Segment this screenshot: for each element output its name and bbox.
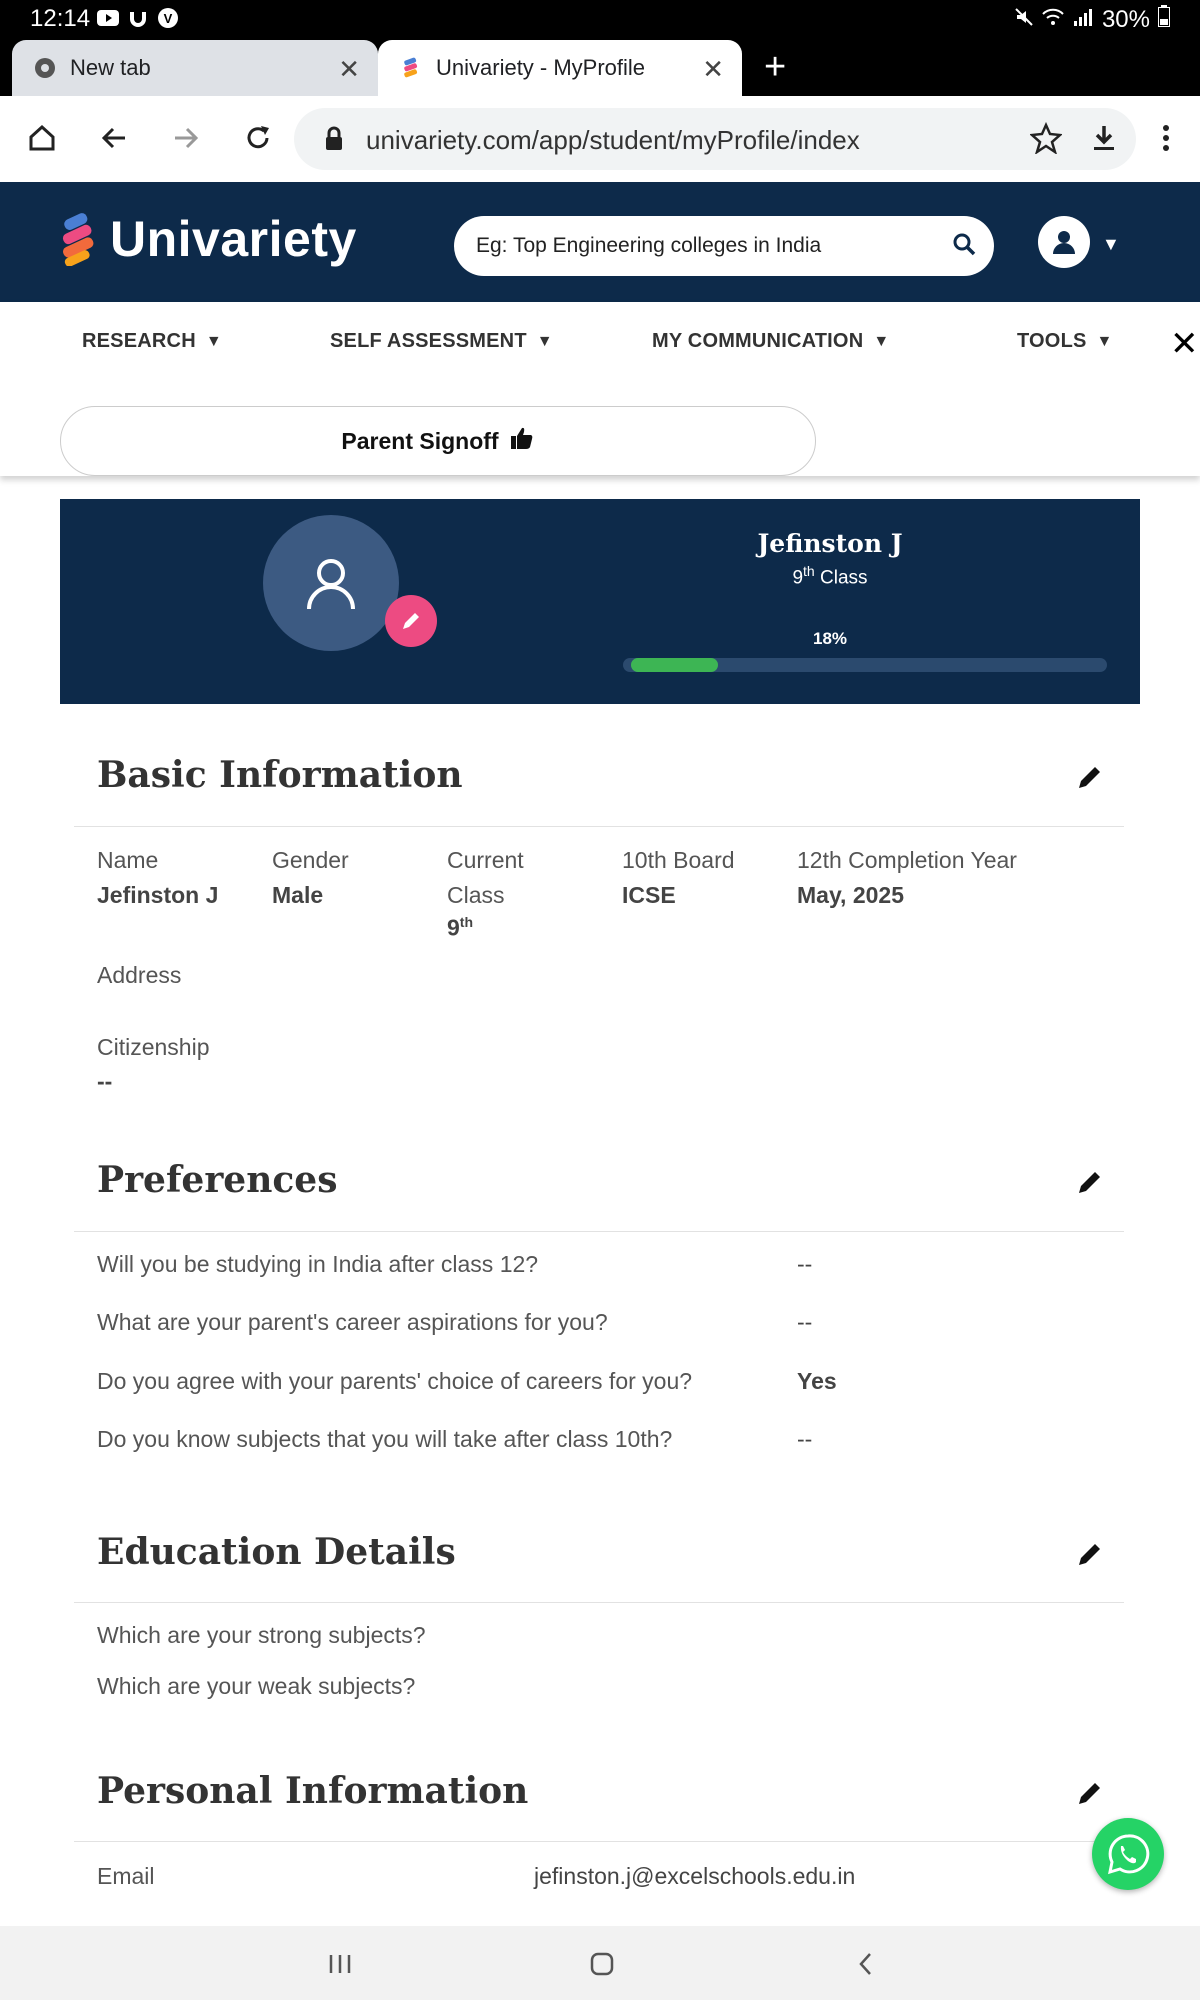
profile-card (60, 499, 1140, 704)
search-placeholder: Eg: Top Engineering colleges in India (476, 234, 822, 257)
preference-answer: -- (797, 1426, 813, 1452)
new-tab-button[interactable]: + (764, 46, 787, 88)
name-label: Name (97, 847, 159, 873)
profile-avatar (263, 515, 399, 651)
whatsapp-button[interactable] (1092, 1818, 1164, 1890)
preference-question: Will you be studying in India after class 12? (97, 1251, 539, 1277)
name-value: Jefinston J (97, 882, 219, 908)
basic-info-title: Basic Information (97, 754, 463, 796)
nav-self-assessment[interactable]: SELF ASSESSMENT ▼ (330, 330, 553, 352)
divider (74, 1231, 1124, 1232)
tab-new-tab[interactable] (12, 40, 378, 96)
chevron-down-icon: ▼ (1096, 332, 1113, 350)
user-icon (299, 551, 363, 615)
univariety-logo[interactable] (58, 210, 357, 268)
tab-title: Univariety - MyProfile (436, 55, 646, 80)
profile-completion-percent: 18% (812, 629, 848, 648)
close-tab-icon[interactable]: ✕ (338, 54, 360, 84)
browser-toolbar (0, 96, 1200, 182)
youtube-icon (96, 6, 120, 30)
current-class-label-line2: Class (447, 882, 505, 908)
thumbs-up-icon (509, 425, 535, 457)
back-nav-icon[interactable] (846, 1948, 886, 1980)
address-bar[interactable] (294, 108, 1136, 170)
parent-signoff-button[interactable]: Parent Signoff (60, 406, 816, 476)
univariety-favicon-icon (398, 55, 424, 81)
preference-question: What are your parent's career aspirations for you? (97, 1309, 608, 1335)
preference-question: Do you agree with your parents' choice of careers for you? (97, 1368, 693, 1394)
profile-class: 9th Class (792, 563, 868, 589)
board-value: ICSE (622, 882, 676, 908)
svg-text:V: V (163, 11, 173, 26)
education-question: Which are your weak subjects? (97, 1673, 416, 1699)
citizenship-value: -- (97, 1068, 113, 1094)
site-header (0, 182, 1200, 302)
preferences-title: Preferences (97, 1159, 338, 1201)
citizenship-label: Citizenship (97, 1034, 210, 1060)
browser-tab-strip (0, 38, 1200, 96)
edit-avatar-button[interactable] (385, 595, 437, 647)
site-search-input[interactable] (454, 216, 994, 276)
wifi-icon (1042, 6, 1064, 34)
preference-answer: Yes (797, 1368, 837, 1394)
nav-research[interactable]: RESEARCH ▼ (82, 330, 222, 352)
magnet-icon (126, 6, 150, 30)
logo-mark-icon (58, 212, 102, 266)
divider (74, 1841, 1124, 1842)
chevron-down-icon: ▼ (536, 332, 553, 350)
education-title: Education Details (97, 1531, 456, 1573)
gender-value: Male (272, 882, 324, 908)
status-time: 12:14 (30, 5, 91, 32)
download-icon[interactable] (1088, 122, 1120, 159)
completion-year-label: 12th Completion Year (797, 847, 1017, 873)
tab-title: New tab (70, 55, 151, 80)
app-icon (156, 6, 180, 30)
education-question: Which are your strong subjects? (97, 1622, 426, 1648)
profile-progress-bar (623, 658, 1107, 672)
completion-year-value: May, 2025 (797, 882, 904, 908)
signal-icon (1072, 6, 1094, 34)
battery-percent: 30% (1101, 5, 1150, 33)
whatsapp-icon (1106, 1832, 1150, 1876)
board-label: 10th Board (622, 847, 735, 873)
tab-univariety[interactable] (378, 40, 742, 96)
email-value: jefinston.j@excelschools.edu.in (534, 1863, 856, 1889)
status-bar (0, 0, 1200, 38)
preference-question: Do you know subjects that you will take after class 10th? (97, 1426, 673, 1452)
edit-personal-info-icon[interactable] (1076, 1779, 1104, 1807)
chevron-down-icon: ▼ (873, 332, 890, 350)
lock-icon (324, 126, 344, 157)
preference-answer: -- (797, 1309, 813, 1335)
edit-preferences-icon[interactable] (1076, 1168, 1104, 1196)
mute-icon (1014, 6, 1034, 34)
email-label: Email (97, 1863, 155, 1889)
divider (74, 1602, 1124, 1603)
home-nav-icon[interactable] (582, 1948, 622, 1980)
chrome-icon (32, 55, 58, 81)
nav-tools[interactable]: TOOLS ▼ (1017, 330, 1113, 352)
home-icon[interactable] (22, 118, 62, 158)
back-icon[interactable] (94, 118, 134, 158)
forward-icon[interactable] (166, 118, 206, 158)
close-menu-icon[interactable]: ✕ (1170, 325, 1199, 363)
profile-name: Jefinston J (757, 529, 903, 558)
preference-answer: -- (797, 1251, 813, 1277)
search-icon[interactable] (952, 232, 976, 261)
chevron-down-icon: ▼ (205, 332, 222, 350)
system-nav-bar (0, 1926, 1200, 2000)
divider (74, 826, 1124, 827)
pencil-icon (400, 610, 422, 632)
recent-apps-icon[interactable] (320, 1948, 360, 1980)
account-caret-icon[interactable]: ▼ (1102, 234, 1120, 254)
reload-icon[interactable] (238, 118, 278, 158)
logo-text: Univariety (110, 211, 357, 267)
current-class-label: Current (447, 847, 524, 873)
more-menu-icon[interactable] (1146, 118, 1186, 158)
user-account-icon[interactable] (1038, 216, 1090, 268)
nav-my-communication[interactable]: MY COMMUNICATION ▼ (652, 330, 890, 352)
url-text: univariety.com/app/student/myProfile/index (366, 125, 860, 155)
profile-progress-fill (631, 658, 718, 672)
gender-label: Gender (272, 847, 349, 873)
personal-info-title: Personal Information (97, 1770, 529, 1812)
battery-icon (1158, 5, 1170, 34)
edit-education-icon[interactable] (1076, 1540, 1104, 1568)
bookmark-star-icon[interactable] (1030, 122, 1062, 159)
main-nav (0, 302, 1200, 476)
close-tab-icon[interactable]: ✕ (702, 54, 724, 84)
edit-basic-info-icon[interactable] (1076, 763, 1104, 791)
current-class-value: 9th (447, 914, 474, 941)
address-label: Address (97, 962, 182, 988)
